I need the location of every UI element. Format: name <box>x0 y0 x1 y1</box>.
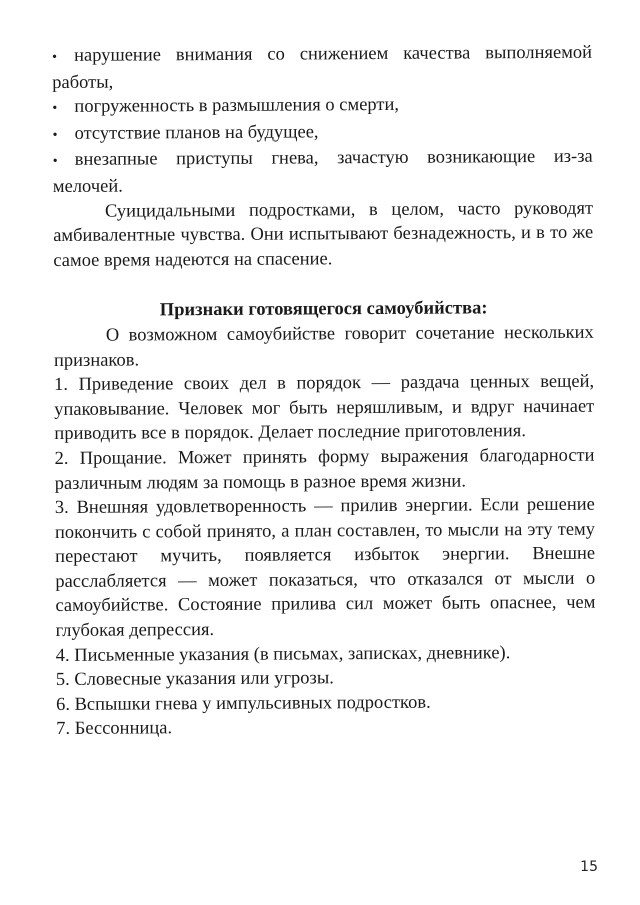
list-item <box>52 92 592 122</box>
bullet-text: отсутствие планов на будущее, <box>74 122 319 144</box>
list-item: 6. Вспышки гнева у импульсивных подростков. <box>55 692 431 715</box>
list-item <box>52 118 592 148</box>
list-item: 4. Письменные указания (в письмах, записках, дневнике). <box>55 642 511 666</box>
bullet-icon: • <box>52 127 58 143</box>
paragraph-ambivalent-feelings: Суицидальными подростками, в целом, часто руководят амбивалентные чувства. Они испытывают безнадежность, и в то же самое время надеются на спасение. <box>53 198 594 271</box>
list-item: 2. Прощание. Может принять форму выражения благодарности различным людям за помощь в разное время жизни. <box>54 445 595 494</box>
list-item: 7. Бессонница. <box>56 718 173 740</box>
bullet-icon: • <box>52 49 58 65</box>
warning-signs-list <box>52 41 593 200</box>
list-item: 5. Словесные указания или угрозы. <box>55 668 334 691</box>
list-item: 1. Приведение своих дел в порядок — раздача ценных вещей, упаковывание. Человек мог быть неряшливым, и вдруг начинает приводить все в порядок. Делает последние приготовления. <box>54 371 595 445</box>
list-item: 3. Внешняя удовлетворенность — прилив энергии. Если решение покончить с собой принято, а план составлен, то мысли на эту тему перестают мучить, появляется избыток энергии. Внешне расслабляется — может показаться, что отказался от мысли о самоубийстве. Состояние прилива сил может быть опаснее, чем глубокая депрессия. <box>54 494 596 642</box>
numbered-signs-list <box>54 370 596 742</box>
bullet-icon: • <box>52 154 58 170</box>
page-number: 15 <box>580 859 598 875</box>
bullet-text: нарушение внимания со снижением качества выполняемой работы, <box>52 42 593 93</box>
document-page <box>52 41 596 742</box>
section-heading: Признаки готовящегося самоубийства: <box>159 298 488 321</box>
bullet-text: погруженность в размышления о смерти, <box>74 95 400 118</box>
bullet-text: внезапные приступы гнева, зачастую возникающие из-за мелочей. <box>52 147 593 197</box>
paragraph-combination-of-signs: О возможном самоубийстве говорит сочетание нескольких признаков. <box>53 322 594 371</box>
list-item <box>52 41 592 95</box>
bullet-icon: • <box>52 101 58 117</box>
list-item <box>53 145 593 199</box>
